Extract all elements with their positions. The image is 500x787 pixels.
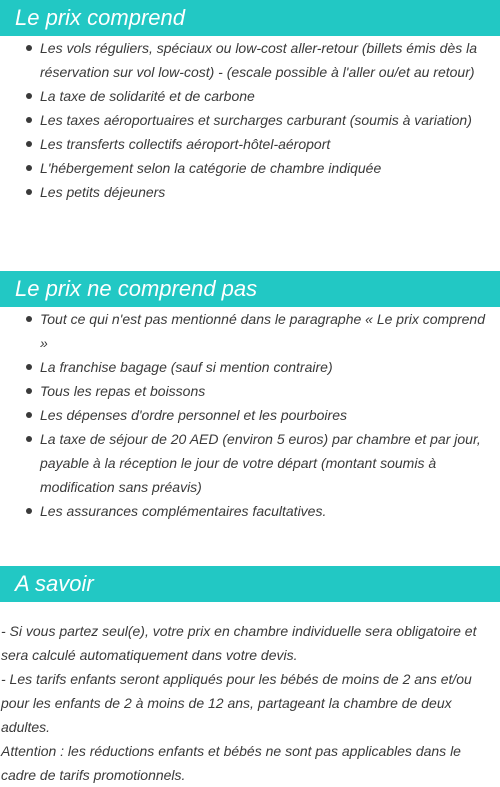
list-item: La taxe de solidarité et de carbone [0,84,500,108]
list-item: Tous les repas et boissons [0,379,500,403]
list-item: Les assurances complémentaires facultatives. [0,499,500,523]
info-paragraph: - Si vous partez seul(e), votre prix en chambre individuelle sera obligatoire et sera calculé automatiquement dans votre devis. [1,623,477,663]
list-item: Les petits déjeuners [0,180,500,204]
info-paragraph: Attention : les réductions enfants et bébés ne sont pas applicables dans le cadre de tarifs promotionnels. [1,743,461,783]
list-item: Tout ce qui n'est pas mentionné dans le paragraphe « Le prix comprend » [0,307,500,355]
list-item: La franchise bagage (sauf si mention contraire) [0,355,500,379]
list-item: Les transferts collectifs aéroport-hôtel-aéroport [0,132,500,156]
list-item: Les dépenses d'ordre personnel et les pourboires [0,403,500,427]
good-to-know-text [0,619,500,787]
not-included-list [0,307,500,523]
list-item: Les taxes aéroportuaires et surcharges carburant (soumis à variation) [0,108,500,132]
info-paragraph: - Les tarifs enfants seront appliqués pour les bébés de moins de 2 ans et/ou pour les enfants de 2 à moins de 12 ans, partageant la chambre de deux adultes. [1,671,472,735]
list-item: La taxe de séjour de 20 AED (environ 5 euros) par chambre et par jour, payable à la réception le jour de votre départ (montant soumis à modification sans préavis) [0,427,500,499]
section-title-included: Le prix comprend [0,0,500,36]
included-list [0,36,500,204]
list-item: Les vols réguliers, spéciaux ou low-cost aller-retour (billets émis dès la réservation sur vol low-cost) - (escale possible à l'aller ou/et au retour) [0,36,500,84]
section-title-not-included: Le prix ne comprend pas [0,271,500,307]
list-item: L'hébergement selon la catégorie de chambre indiquée [0,156,500,180]
section-not-included [0,271,500,523]
section-good-to-know [0,566,500,787]
section-title-good-to-know: A savoir [0,566,500,602]
section-included [0,0,500,204]
